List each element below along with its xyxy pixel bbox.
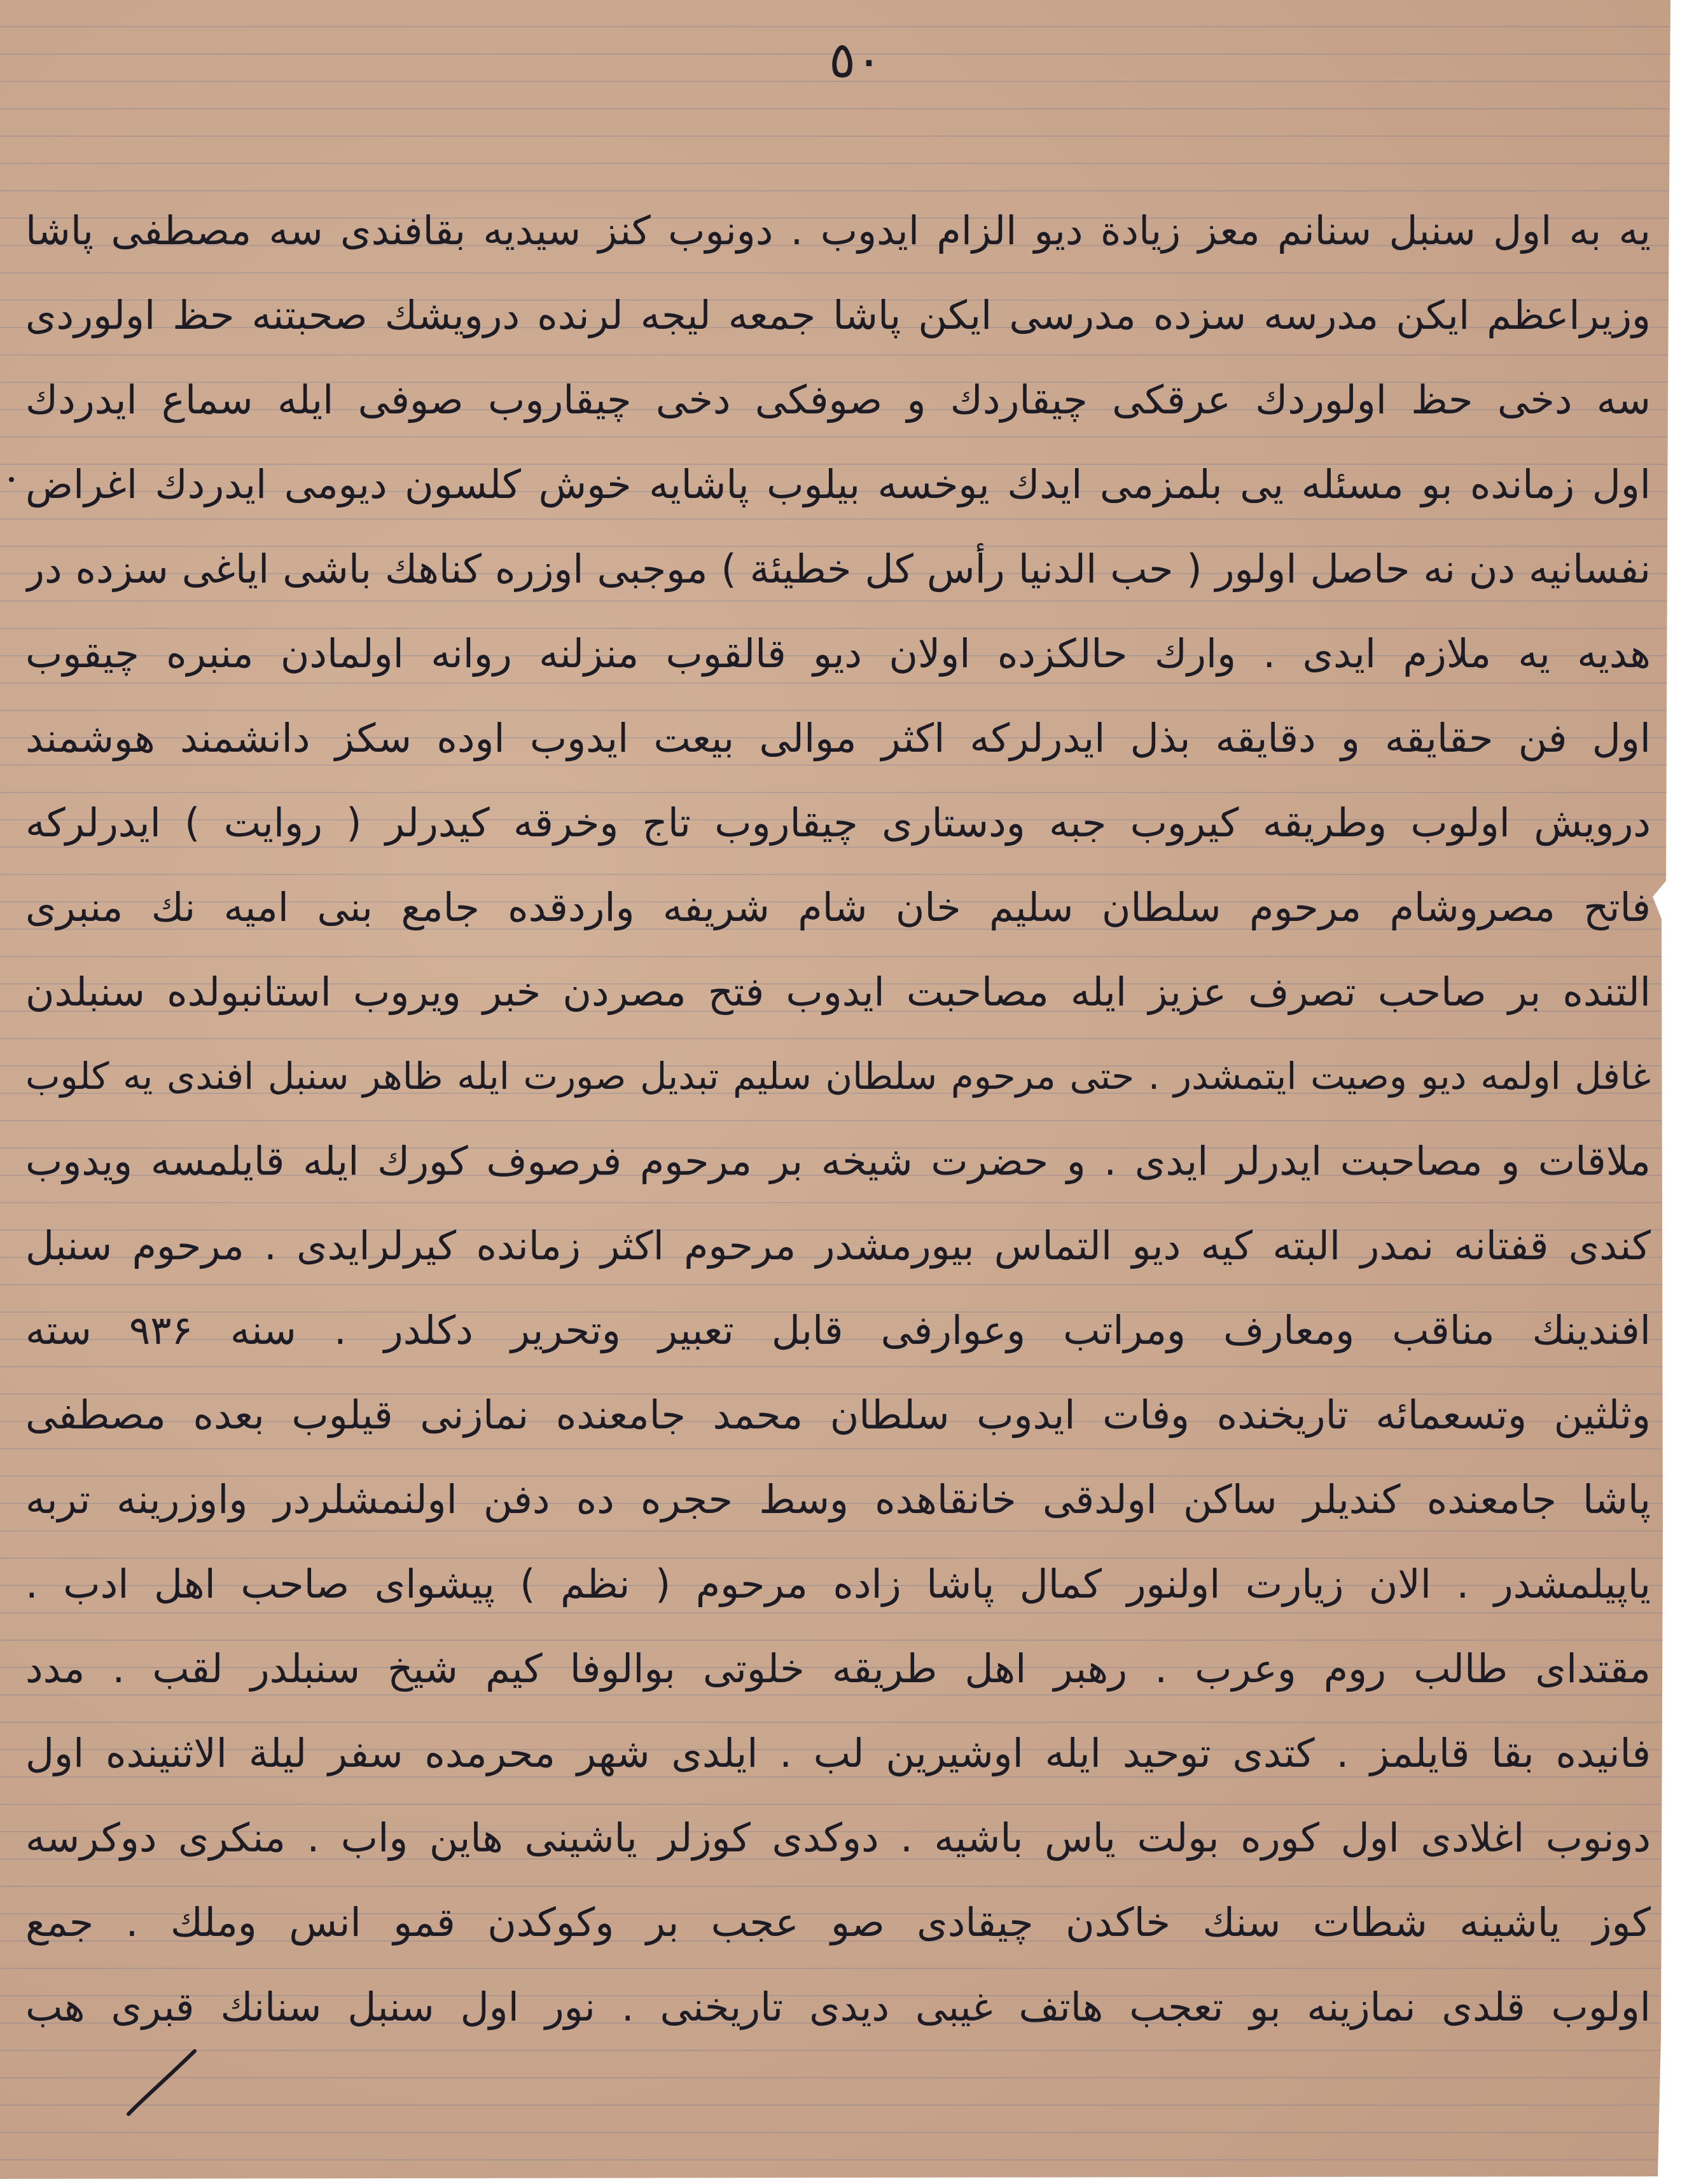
manuscript-line: اول زمانده بو مسئله یی بلمزمی ایدك یوخسه بیلوب پاشایه خوش کلسون دیومی ایدردك اغراض bbox=[25, 461, 1651, 508]
manuscript-line: اول فن حقایقه و دقایقه بذل ایدرلرکه اکثر موالی بیعت ایدوب اوده سکز دانشمند هوشمند bbox=[25, 715, 1651, 761]
manuscript-line: سه دخی حظ اولوردك عرقکی چیقاردك و صوفکی دخی چیقاروب صوفی ایله سماع ایدردك bbox=[25, 377, 1651, 423]
manuscript-line: غافل اولمه دیو وصیت ایتمشدر . حتی مرحوم سلطان سلیم تبدیل صورت ایله ظاهر سنبل افندی یه کلوب bbox=[25, 1054, 1651, 1098]
manuscript-line: کوز یاشینه شطات سنك خاکدن چیقادی صو عجب بر وکوکدن قمو انس وملك . جمع bbox=[25, 1899, 1651, 1946]
manuscript-line: افندینك مناقب ومعارف ومراتب وعوارفی قابل تعبیر وتحریر دکلدر . سنه ۹۳۶ سته bbox=[25, 1307, 1651, 1353]
manuscript-line: پاشا جامعنده کندیلر ساکن اولدقی خانقاهده وسط حجره ده دفن اولنمشلردر واوزرینه تربه bbox=[25, 1476, 1651, 1523]
manuscript-line: یه به اول سنبل سنانم معز زیادة دیو الزام ایدوب . دونوب کنز سیدیه بقافندی سه مصطفی پاشا bbox=[25, 207, 1651, 254]
pen-stroke-mark bbox=[115, 2035, 210, 2131]
manuscript-line: نفسانیه دن نه حاصل اولور ( حب الدنیا رأس کل خطیئة ) موجبی اوزره کناهك باشی ایاغی سزده در bbox=[25, 546, 1651, 592]
page-number: ٥٠ bbox=[829, 32, 882, 89]
manuscript-line: التنده بر صاحب تصرف عزیز ایله مصاحبت ایدوب فتح مصردن خبر ویروب استانبولده سنبلدن bbox=[25, 969, 1651, 1015]
manuscript-line: یاپیلمشدر . الان زیارت اولنور کمال پاشا زاده مرحوم ( نظم ) پیشوای صاحب اهل ادب . bbox=[25, 1561, 1651, 1607]
manuscript-line: وزیراعظم ایکن مدرسه سزده مدرسی ایکن پاشا جمعه لیجه لرنده درویشك صحبتنه حظ اولوردی bbox=[25, 292, 1651, 338]
manuscript-line: مقتدای طالب روم وعرب . رهبر اهل طریقه خلوتی بوالوفا کیم شیخ سنبلدر لقب . مدد bbox=[25, 1645, 1651, 1692]
manuscript-line: فاتح مصروشام مرحوم سلطان سلیم خان شام شریفه واردقده جامع بنی امیه نك منبری bbox=[25, 884, 1651, 930]
manuscript-line: ملاقات و مصاحبت ایدرلر ایدی . و حضرت شیخه بر مرحوم فرصوف کورك ایله قایلمسه ویدوب bbox=[25, 1138, 1651, 1184]
manuscript-line: وثلثین وتسعمائه تاریخنده وفات ایدوب سلطان محمد جامعنده نمازنی قیلوب بعده مصطفی bbox=[25, 1392, 1651, 1438]
manuscript-line: هدیه یه ملازم ایدی . وارك حالکزده اولان دیو قالقوب منزلنه روانه اولمادن منبره چیقوب bbox=[25, 630, 1651, 677]
manuscript-line: کندی قفتانه نمدر البته کیه دیو التماس بیورمشدر مرحوم اکثر زمانده کیرلرایدی . مرحوم سنبل bbox=[25, 1222, 1651, 1269]
manuscript-line: فانیده بقا قایلمز . کتدی توحید ایله اوشیرین لب . ایلدی شهر محرمده سفر لیلة الاثنینده اول bbox=[25, 1730, 1651, 1776]
manuscript-line: اولوب قلدی نمازینه بو تعجب هاتف غیبی دیدی تاریخنی . نور اول سنبل سنانك قبری هب bbox=[25, 1984, 1651, 2030]
ink-dot bbox=[9, 477, 14, 482]
manuscript-text bbox=[25, 188, 1651, 2064]
manuscript-line: درویش اولوب وطریقه کیروب جبه ودستاری چیقاروب تاج وخرقه کیدرلر ( روایت ) ایدرلرکه bbox=[25, 799, 1651, 846]
manuscript-line: دونوب اغلادی اول کوره بولت یاس باشیه . دوکدی کوزلر یاشینی هاین واب . منکری دوکرسه bbox=[25, 1814, 1651, 1861]
